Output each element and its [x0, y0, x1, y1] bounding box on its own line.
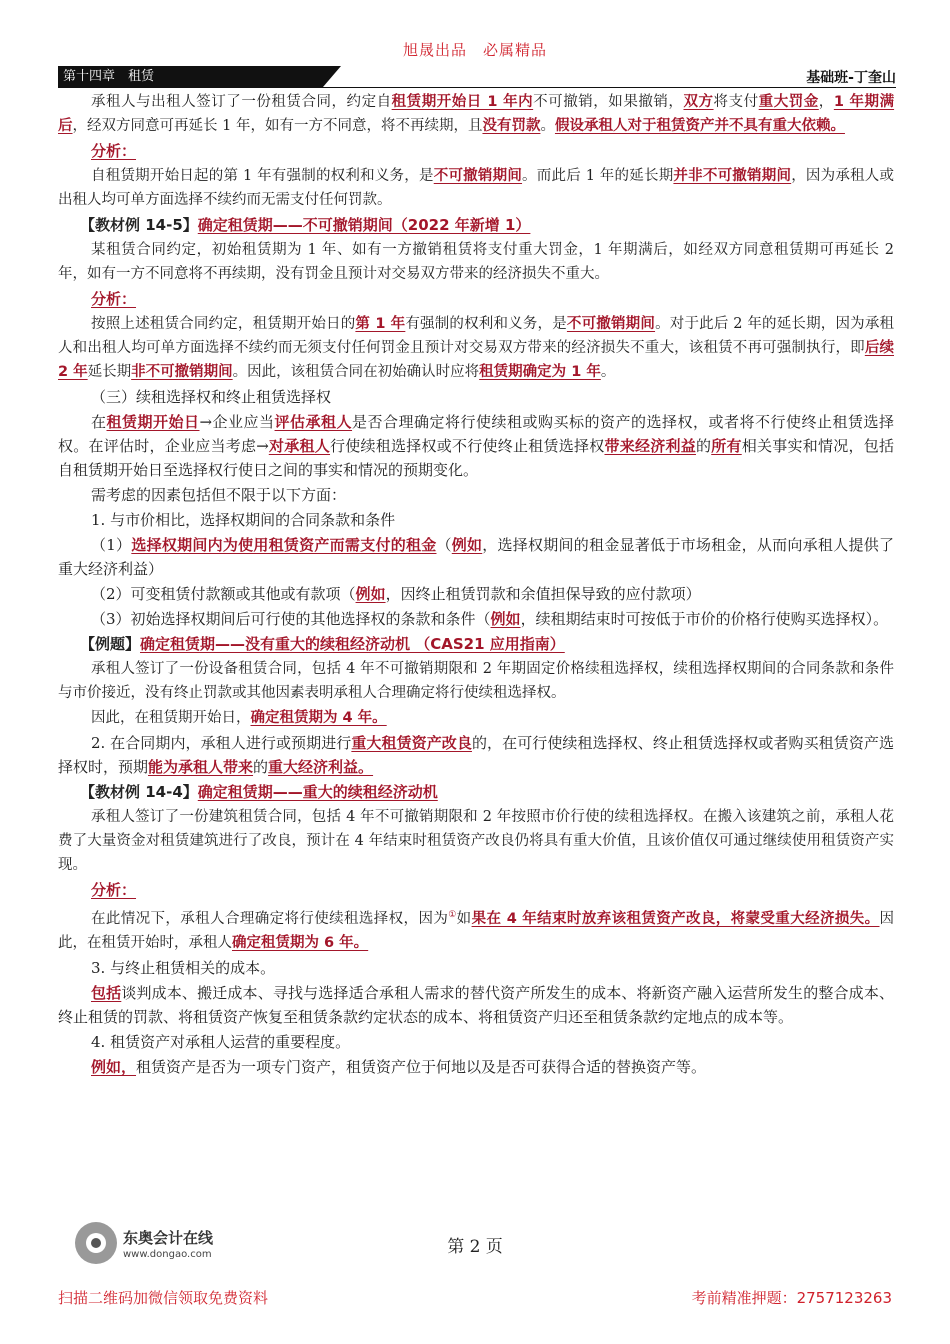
document-body [58, 90, 894, 1080]
example-14-5-title: 【教材例 14-5】确定租赁期——不可撤销期间（2022 年新增 1） [80, 216, 531, 234]
course-label: 基础班-丁奎山 [806, 70, 896, 86]
example-14-4-body: 承租人签订了一份建筑租赁合同，包括 4 年不可撤销期限和 2 年按照市价行使的续租选择权。在搬入该建筑之前，承租人花费了大量资金对租赁建筑进行了改良，预计在 4 年结束时租赁资产改良仍将具有重大价值，且该价值仅可通过继续使用租赁资产实现。 [58, 809, 894, 873]
paragraph-evaluation: 在租赁期开始日→企业应当评估承租人是否合理确定将行使续租或购买标的资产的选择权，或者将不行使终止租赁选择权。在评估时，企业应当考虑→对承租人行使续租选择权或不行使终止租赁选择权带来经济利益的所有相关事实和情况，包括自租赁期开始日至选择权行使日之间的事实和情况的预期变化。 [58, 413, 894, 479]
factor-1-heading: 1. 与市价相比，选择权期间的合同条款和条件 [91, 511, 396, 529]
analysis-label: 分析： [91, 881, 137, 899]
footer-promo-left: 扫描二维码加微信领取免费资料 [58, 1289, 269, 1307]
example-cas21-title: 【例题】确定租赁期——没有重大的续租经济动机 （CAS21 应用指南） [80, 635, 565, 653]
logo-name: 东奥会计在线 [123, 1229, 214, 1247]
analysis-label: 分析： [91, 290, 137, 308]
section-heading-options: （三）续租选择权和终止租赁选择权 [91, 388, 332, 406]
header-divider [58, 87, 896, 88]
factors-intro: 需考虑的因素包括但不限于以下方面： [91, 486, 347, 504]
chapter-tab: 第十四章 租赁 [58, 66, 323, 87]
page-header [58, 66, 896, 88]
example-14-4-title: 【教材例 14-4】确定租赁期——重大的续租经济动机 [80, 783, 438, 801]
logo-url: www.dongao.com [123, 1249, 212, 1260]
factor-1-item-1: （1）选择权期间内为使用租赁资产而需支付的租金（例如，选择权期间的租金显著低于市场租金，从而向承租人提供了重大经济利益） [58, 536, 894, 578]
paragraph-case-intro: 承租人与出租人签订了一份租赁合同，约定自租赁期开始日 1 年内不可撤销，如果撤销，双方将支付重大罚金，1 年期满后，经双方同意可再延长 1 年，如有一方不同意，将不再续期，且没有罚款。假设承租人对于租赁资产并不具有重大依赖。 [58, 94, 895, 134]
factor-2-paragraph: 2. 在合同期内，承租人进行或预期进行重大租赁资产改良的，在可行使续租选择权、终止租赁选择权或者购买租赁资产选择权时，预期能为承租人带来的重大经济利益。 [58, 734, 894, 776]
example-cas21-body: 承租人签订了一份设备租赁合同，包括 4 年不可撤销期限和 2 年期固定价格续租选择权，续租选择权期间的合同条款和条件与市价接近，没有终止罚款或其他因素表明承租人合理确定将行使续租选择权。 [58, 661, 894, 701]
factor-1-item-3: （3）初始选择权期间后可行使的其他选择权的条款和条件（例如，续租期结束时可按低于市价的价格行使购买选择权）。 [91, 610, 889, 628]
footer-promo-right: 考前精准押题：2757123263 [691, 1289, 892, 1307]
factor-1-item-2: （2）可变租赁付款额或其他或有款项（例如，因终止租赁罚款和余值担保导致的应付款项） [91, 585, 701, 603]
paragraph-analysis-1: 自租赁期开始日起的第 1 年有强制的权利和义务，是不可撤销期间。而此后 1 年的延长期并非不可撤销期间，因为承租人或出租人均可单方面选择不续约而无需支付任何罚款。 [58, 168, 895, 208]
example-14-5-body: 某租赁合同约定，初始租赁期为 1 年、如有一方撤销租赁将支付重大罚金，1 年期满后，如经双方同意租赁期可再延长 2 年，如有一方不同意将不再续期，没有罚金且预计对交易双方带来的经济损失不重大。 [58, 242, 894, 282]
page-number: 第 2 页 [447, 1237, 503, 1257]
example-cas21-conclusion: 因此，在租赁期开始日，确定租赁期为 4 年。 [91, 710, 387, 726]
example-14-4-analysis: 在此情况下，承租人合理确定将行使续租选择权，因为①如果在 4 年结束时放弃该租赁资产改良，将蒙受重大经济损失。因此，在租赁开始时，承租人确定租赁期为 6 年。 [58, 910, 894, 951]
paragraph-analysis-2: 按照上述租赁合同约定，租赁期开始日的第 1 年有强制的权利和义务，是不可撤销期间。对于此后 2 年的延长期，因为承租人和出租人均可单方面选择不续约而无须支付任何罚金且预计对交易双方带来的经济损失不重大，该租赁不再可强制执行，即后续 2 年延长期非不可撤销期间。因此，该租赁合同在初始确认时应将租赁期确定为 1 年。 [58, 316, 895, 380]
factor-4-heading: 4. 租赁资产对承租人运营的重要程度。 [91, 1032, 351, 1051]
factor-3-body: 包括谈判成本、搬迁成本、寻找与选择适合承租人需求的替代资产所发生的成本、将新资产融入运营所发生的整合成本、终止租赁的罚款、将租赁资产恢复至租赁条款约定状态的成本、将租赁资产归还至租赁条款约定地点的成本等。 [58, 983, 894, 1026]
factor-4-body: 例如，租赁资产是否为一项专门资产，租赁资产位于何地以及是否可获得合适的替换资产等。 [91, 1057, 707, 1076]
analysis-label: 分析： [91, 142, 137, 160]
top-banner-title: 旭晟出品 必属精品 [402, 41, 547, 59]
factor-3-heading: 3. 与终止租赁相关的成本。 [91, 958, 276, 977]
